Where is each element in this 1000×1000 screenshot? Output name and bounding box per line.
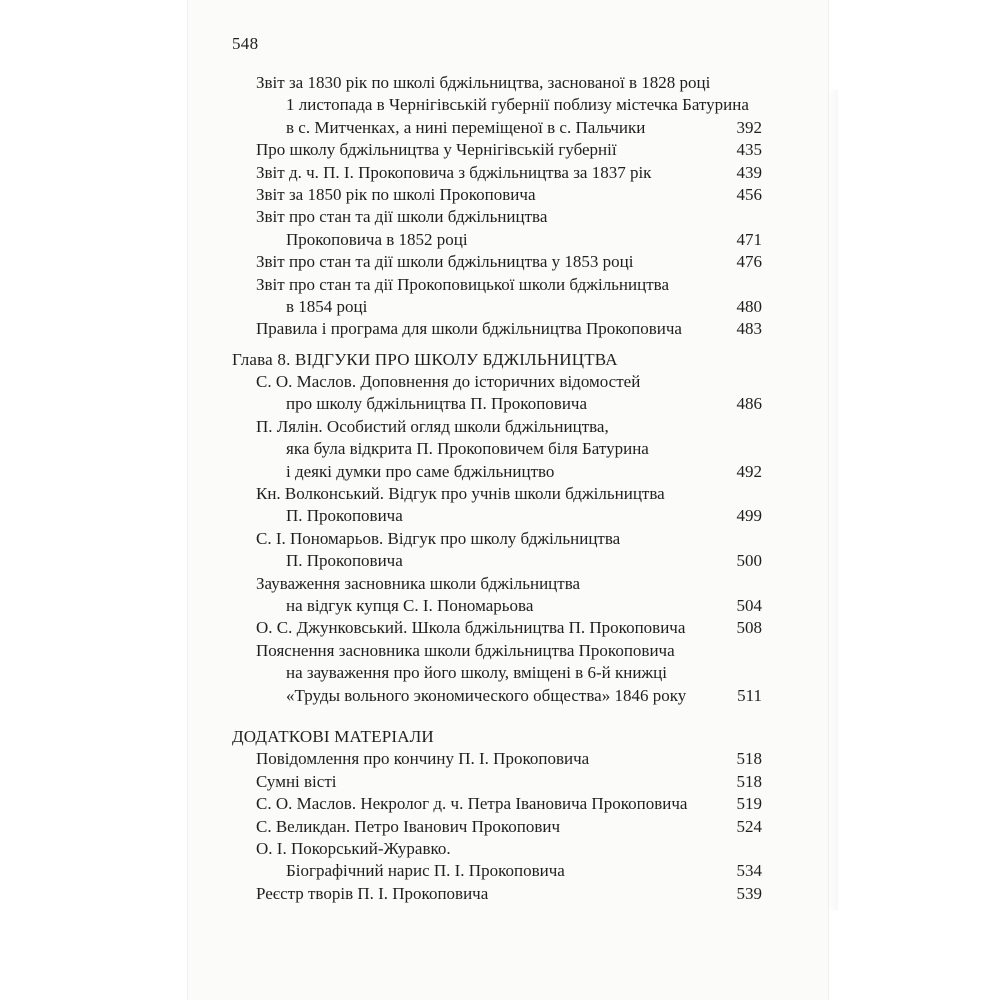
toc-entry-title: Кн. Волконський. Відгук про учнів школи бджільництва <box>256 484 665 504</box>
chapter-8-heading: Глава 8. ВІДГУКИ ПРО ШКОЛУ БДЖІЛЬНИЦТВА <box>232 349 618 369</box>
toc-entry-page-number: 511 <box>737 685 762 705</box>
toc-entry-row <box>0 117 1000 139</box>
toc-entry-title: С. Великдан. Петро Іванович Прокопович <box>256 816 561 836</box>
toc-entry-row <box>0 94 1000 116</box>
toc-entry-row <box>0 685 1000 707</box>
table-of-contents <box>0 72 1000 905</box>
toc-entry-row <box>0 573 1000 595</box>
toc-entry-row <box>0 139 1000 161</box>
toc-entry-page-number: 524 <box>736 816 762 836</box>
toc-entry-title: Звіт д. ч. П. І. Прокоповича з бджільництва за 1837 рік <box>256 162 652 182</box>
toc-entry-row <box>0 438 1000 460</box>
toc-entry-page-number: 534 <box>736 861 762 881</box>
toc-entry-continuation: 1 листопада в Чернігівській губернії поблизу містечка Батурина <box>286 95 749 115</box>
toc-entry-title: Звіт про стан та дії школи бджільництва у 1853 році <box>256 252 634 272</box>
toc-entry-page-number: 499 <box>736 506 762 526</box>
toc-entry-title: О. С. Джунковський. Школа бджільництва П. Прокоповича <box>256 618 686 638</box>
toc-entry-continuation: на відгук купця С. І. Пономарьова <box>286 595 534 615</box>
toc-entry-continuation: яка була відкрита П. Прокоповичем біля Батурина <box>286 439 649 459</box>
toc-entry-continuation: і деякі думки про саме бджільництво <box>286 461 555 481</box>
toc-entry-title: С. О. Маслов. Некролог д. ч. Петра Івановича Прокоповича <box>256 794 688 814</box>
toc-entry-row <box>0 393 1000 415</box>
toc-entry-row <box>0 162 1000 184</box>
toc-entry-row <box>0 416 1000 438</box>
section-gap <box>0 707 1000 726</box>
toc-entry-page-number: 435 <box>736 140 762 160</box>
toc-entry-row <box>0 229 1000 251</box>
toc-entry-title: Повідомлення про кончину П. І. Прокоповича <box>256 749 590 769</box>
toc-entry-row <box>0 274 1000 296</box>
appendix-heading-row <box>0 726 1000 748</box>
toc-entry-row <box>0 838 1000 860</box>
toc-entry-title: Звіт про стан та дії Прокоповицької школи бджільництва <box>256 274 670 294</box>
toc-entry-page-number: 439 <box>736 162 762 182</box>
toc-entry-continuation: про школу бджільництва П. Прокоповича <box>286 394 588 414</box>
toc-entry-row <box>0 748 1000 770</box>
page-number: 548 <box>232 34 259 53</box>
toc-entry-title: Сумні вісті <box>256 771 337 791</box>
toc-section-reports <box>0 72 1000 341</box>
toc-entry-row <box>0 595 1000 617</box>
chapter-heading-row <box>0 349 1000 371</box>
toc-entry-row <box>0 461 1000 483</box>
toc-entry-continuation: П. Прокоповича <box>286 551 403 571</box>
toc-entry-row <box>0 816 1000 838</box>
toc-entry-title: Звіт за 1850 рік по школі Прокоповича <box>256 184 536 204</box>
toc-entry-row <box>0 72 1000 94</box>
toc-entry-page-number: 500 <box>736 551 762 571</box>
toc-entry-page-number: 518 <box>736 771 762 791</box>
toc-entry-title: О. І. Покорський-Журавко. <box>256 838 451 858</box>
toc-entry-page-number: 486 <box>736 394 762 414</box>
toc-entry-row <box>0 883 1000 905</box>
toc-section-appendix <box>0 748 1000 905</box>
toc-entry-title: Звіт за 1830 рік по школі бджільництва, заснованої в 1828 році <box>256 73 711 92</box>
toc-entry-row <box>0 550 1000 572</box>
toc-entry-continuation: в 1854 році <box>286 296 368 316</box>
toc-entry-continuation: П. Прокоповича <box>286 506 403 526</box>
toc-entry-continuation: Біографічний нарис П. І. Прокоповича <box>286 861 565 881</box>
toc-entry-page-number: 471 <box>736 229 762 249</box>
toc-entry-row <box>0 860 1000 882</box>
toc-entry-title: Реєстр творів П. І. Прокоповича <box>256 883 489 903</box>
toc-entry-title: С. І. Пономарьов. Відгук про школу бджільництва <box>256 528 621 548</box>
toc-entry-row <box>0 483 1000 505</box>
toc-entry-title: Пояснення засновника школи бджільництва Прокоповича <box>256 640 675 660</box>
toc-entry-continuation: на зауваження про його школу, вміщені в 6-й книжці <box>286 663 667 683</box>
toc-entry-row <box>0 505 1000 527</box>
toc-entry-page-number: 504 <box>736 595 762 615</box>
toc-entry-title: Зауваження засновника школи бджільництва <box>256 573 581 593</box>
toc-entry-row <box>0 793 1000 815</box>
toc-entry-page-number: 480 <box>736 296 762 316</box>
toc-entry-page-number: 483 <box>736 319 762 339</box>
appendix-heading: ДОДАТКОВІ МАТЕРІАЛИ <box>232 726 434 746</box>
toc-entry-page-number: 518 <box>736 749 762 769</box>
toc-entry-continuation: Прокоповича в 1852 році <box>286 229 468 249</box>
toc-entry-row <box>0 184 1000 206</box>
toc-entry-title: П. Лялін. Особистий огляд школи бджільництва, <box>256 416 609 436</box>
toc-entry-row <box>0 206 1000 228</box>
toc-entry-page-number: 492 <box>736 461 762 481</box>
toc-entry-title: Правила і програма для школи бджільництва Прокоповича <box>256 319 682 339</box>
toc-entry-row <box>0 371 1000 393</box>
toc-section-chapter-8 <box>0 371 1000 707</box>
toc-entry-page-number: 476 <box>736 252 762 272</box>
toc-entry-row <box>0 318 1000 340</box>
toc-entry-row <box>0 617 1000 639</box>
toc-entry-page-number: 539 <box>736 883 762 903</box>
toc-entry-page-number: 392 <box>736 117 762 137</box>
toc-entry-row <box>0 662 1000 684</box>
toc-entry-title: Звіт про стан та дії школи бджільництва <box>256 207 548 227</box>
toc-entry-page-number: 519 <box>736 794 762 814</box>
toc-entry-continuation: «Труды вольного экономического общества» 1846 року <box>286 685 687 705</box>
toc-entry-page-number: 456 <box>736 184 762 204</box>
toc-entry-row <box>0 771 1000 793</box>
toc-entry-row <box>0 528 1000 550</box>
toc-entry-row <box>0 251 1000 273</box>
toc-entry-page-number: 508 <box>736 618 762 638</box>
toc-entry-title: Про школу бджільництва у Чернігівській губернії <box>256 140 617 160</box>
section-gap <box>0 341 1000 349</box>
toc-entry-continuation: в с. Митченках, а нині переміщеної в с. Пальчики <box>286 117 646 137</box>
toc-entry-row <box>0 640 1000 662</box>
toc-entry-row <box>0 296 1000 318</box>
toc-entry-title: С. О. Маслов. Доповнення до історичних відомостей <box>256 372 641 392</box>
